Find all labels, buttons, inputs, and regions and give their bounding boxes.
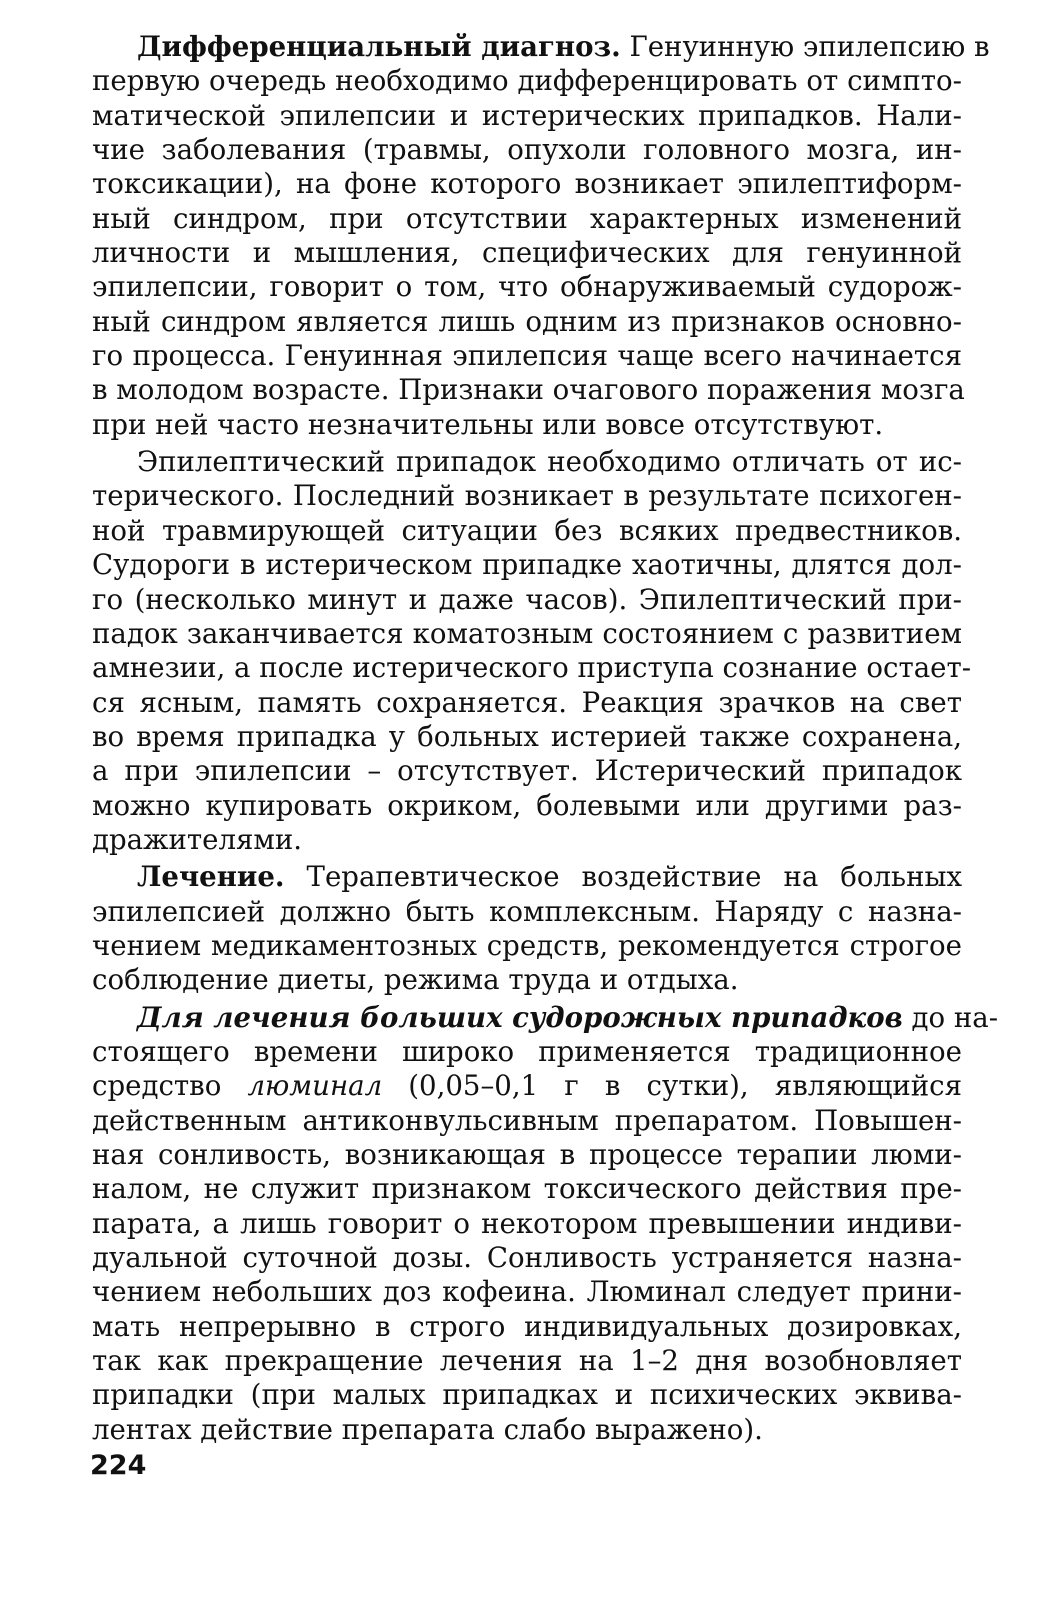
text-run: эпилепсии, говорит о том, что обнаруживаемый судорож- (92, 270, 962, 304)
text-line (92, 1275, 962, 1309)
text-line (92, 1378, 962, 1412)
text-run: а при эпилепсии – отсутствует. Истерический припадок (92, 754, 962, 788)
text-line (92, 408, 962, 442)
text-run: чением медикаментозных средств, рекомендуется строгое (92, 928, 962, 962)
text-line (92, 305, 962, 339)
paragraph (92, 860, 962, 997)
text-line (92, 1310, 962, 1344)
emphasis-text: Дифференциальный диагноз. (137, 30, 621, 63)
text-line (92, 548, 962, 582)
text-run: Судороги в истерическом припадке хаотичны, длятся дол- (92, 548, 962, 582)
emphasis-text: люминал (247, 1069, 383, 1103)
text-run: падок заканчивается коматозным состоянием с развитием (92, 616, 962, 650)
text-line (92, 202, 962, 236)
text-run: до на- (902, 1000, 999, 1034)
text-run: матической эпилепсии и истерических припадков. Нали- (92, 98, 962, 132)
text-line (92, 583, 962, 617)
text-run: мать непрерывно в строго индивидуальных дозировках, (92, 1309, 962, 1343)
text-run: налом, не служит признаком токсического действия пре- (92, 1172, 962, 1206)
text-run: во время припадка у больных истерией также сохранена, (92, 719, 962, 753)
text-line (92, 860, 962, 894)
text-line (92, 929, 962, 963)
text-run: ный синдром, при отсутствии характерных изменений (92, 201, 962, 235)
text-line (92, 1104, 962, 1138)
text-line (92, 133, 962, 167)
text-line (92, 1344, 962, 1378)
text-line (92, 651, 972, 685)
emphasis-text: Для лечения больших судорожных припадков (137, 1000, 903, 1034)
text-run: го процесса. Генуинная эпилепсия чаще всего начинается (92, 339, 962, 373)
text-run: ся ясным, память сохраняется. Реакция зрачков на свет (92, 685, 962, 719)
text-line (92, 823, 962, 857)
text-run: Эпилептический припадок необходимо отличать от ис- (137, 445, 962, 479)
text-line (92, 30, 990, 64)
text-line (92, 1172, 962, 1206)
text-run: действенным антиконвульсивным препаратом. Повышен- (92, 1103, 962, 1137)
text-run: стоящего времени широко применяется традиционное (92, 1034, 962, 1068)
text-run: ная сонливость, возникающая в процессе терапии люми- (92, 1138, 962, 1171)
emphasis-text: Лечение. (137, 860, 285, 894)
text-line (92, 236, 962, 270)
text-run: соблюдение диеты, режима труда и отдыха. (92, 963, 739, 997)
text-run: чением небольших доз кофеина. Люминал следует прини- (92, 1275, 962, 1309)
body-text (92, 30, 999, 1447)
text-line (92, 895, 962, 929)
text-run: ный синдром является лишь одним из признаков основно- (92, 304, 962, 338)
text-line (92, 270, 962, 304)
text-run: эпилепсией должно быть комплексным. Наряду с назна- (92, 894, 962, 928)
text-run: дуальной суточной дозы. Сонливость устраняется назна- (92, 1241, 962, 1275)
text-run: дражителями. (92, 822, 303, 856)
text-line (92, 64, 962, 98)
text-line (92, 1035, 962, 1069)
text-run: личности и мышления, специфических для генуинной (92, 236, 962, 270)
text-run: чие заболевания (травмы, опухоли головного мозга, ин- (92, 133, 962, 167)
text-line (92, 1069, 962, 1103)
text-line (92, 789, 962, 823)
text-line (92, 686, 962, 720)
text-line (92, 1413, 962, 1447)
text-line (92, 514, 962, 548)
text-run: при ней часто незначительны или вовсе отсутствуют. (92, 407, 884, 441)
text-line (92, 617, 962, 651)
text-line (92, 167, 962, 201)
paragraph (92, 1000, 999, 1447)
text-line (92, 373, 965, 407)
text-line (92, 720, 962, 754)
text-run: средство (92, 1069, 248, 1103)
text-run: первую очередь необходимо дифференцировать от симпто- (92, 64, 962, 98)
paragraph (92, 30, 990, 442)
text-run: припадки (при малых припадках и психических эквива- (92, 1378, 962, 1412)
text-run: амнезии, а после истерического приступа сознание остает- (92, 651, 972, 685)
text-run: лентах действие препарата слабо выражено). (92, 1412, 763, 1446)
text-run: (0,05–0,1 г в сутки), являющийся (382, 1069, 962, 1103)
paragraph (92, 445, 972, 857)
text-line (92, 445, 962, 479)
text-run: можно купировать окриком, болевыми или другими раз- (92, 788, 962, 822)
text-line (92, 1000, 999, 1035)
text-run: Терапевтическое воздействие на больных (284, 860, 962, 894)
text-run: парата, а лишь говорит о некотором превышении индиви- (92, 1206, 962, 1240)
text-line (92, 1241, 962, 1275)
page-number: 224 (90, 1450, 147, 1481)
text-run: Генуинную эпилепсию в (620, 30, 990, 63)
text-run: го (несколько минут и даже часов). Эпилептический при- (92, 582, 962, 616)
text-run: в молодом возрасте. Признаки очагового поражения мозга (92, 373, 965, 407)
text-run: так как прекращение лечения на 1–2 дня возобновляет (92, 1344, 962, 1378)
text-line (92, 479, 962, 513)
text-run: терического. Последний возникает в результате психоген- (92, 479, 962, 513)
text-line (92, 99, 962, 133)
text-line (92, 754, 962, 788)
text-line (92, 1207, 962, 1241)
text-run: ной травмирующей ситуации без всяких предвестников. (92, 513, 962, 547)
text-line (92, 963, 962, 997)
text-line (92, 1138, 962, 1172)
text-line (92, 339, 962, 373)
text-run: токсикации), на фоне которого возникает эпилептиформ- (92, 167, 962, 201)
